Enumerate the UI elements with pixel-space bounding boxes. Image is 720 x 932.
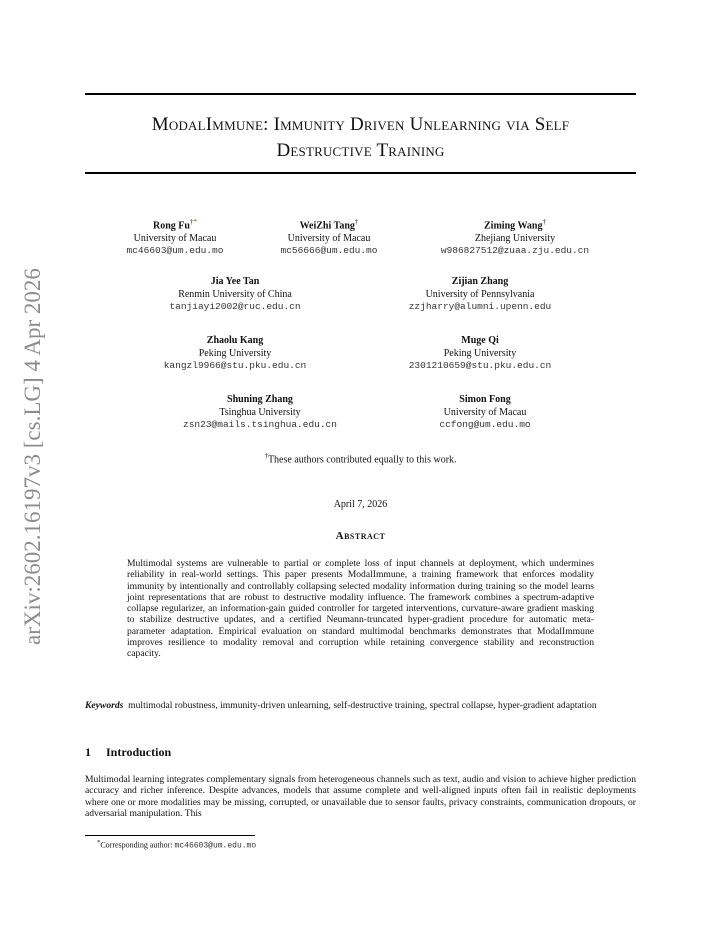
author-name: Jia Yee Tan xyxy=(210,276,260,287)
author-name: WeiZhi Tang† xyxy=(299,218,359,232)
author-name: Zijian Zhang xyxy=(451,276,509,287)
author-name: Rong Fu†* xyxy=(153,218,197,232)
equal-contribution-note: †These authors contributed equally to this work. xyxy=(264,452,457,466)
intro-paragraph: Multimodal learning integrates complementary signals from heterogeneous channels such as text, audio and vision to achieve higher prediction accuracy and richer inference. Despite advances, models that assume complete and well-aligned inputs often fail in realistic deployments where one or more modalities may be missing, corrupted, or unavailable due to sensor faults, privacy constraints, communication dropouts, or adversarial manipulation. This xyxy=(85,774,636,819)
footnote: *Corresponding author: mc46603@um.edu.mo xyxy=(97,839,257,851)
keywords-label: Keywords xyxy=(85,700,124,711)
keywords xyxy=(85,700,636,711)
author-affiliation: University of Pennsylvania xyxy=(425,288,535,300)
author-affiliation: Tsinghua University xyxy=(219,406,301,418)
author-email[interactable]: tanjiayi2002@ruc.edu.cn xyxy=(169,301,301,312)
title-rule-top xyxy=(85,93,636,95)
author-email[interactable]: zsn23@mails.tsinghua.edu.cn xyxy=(183,419,337,430)
paper-title xyxy=(85,112,636,164)
title-line-1: ModalImmune: Immunity Driven Unlearning via Self xyxy=(151,114,570,135)
author-affiliation: Peking University xyxy=(198,347,272,359)
abstract-text: Multimodal systems are vulnerable to partial or complete loss of input channels at deployment, which undermines reliability in real-world settings. This paper presents ModalImmune, a training framework that enforces modality immunity by intentionally and controllably collapsing selected modality information during training so the model learns joint representations that are robust to destructive modality influence. The framework combines a spectrum-adaptive collapse regularizer, an information-gain guided controller for targeted interventions, curvature-aware gradient masking to stabilize destructive updates, and a certified Neumann-truncated hyper-gradient procedure for automatic meta-parameter adaptation. Empirical evaluation on standard multimodal benchmarks demonstrates that ModalImmune improves resilience to modality removal and corruption while retaining convergence stability and reconstruction capacity. xyxy=(127,558,594,660)
author-block xyxy=(264,216,394,258)
author-email[interactable]: kangzl9966@stu.pku.edu.cn xyxy=(163,360,307,371)
author-block xyxy=(400,394,570,432)
abstract-heading: Abstract xyxy=(335,530,386,542)
author-name: Shuning Zhang xyxy=(227,394,293,405)
author-block xyxy=(160,394,360,432)
author-affiliation: University of Macau xyxy=(443,406,527,418)
footnote-email[interactable]: mc46603@um.edu.mo xyxy=(174,841,257,851)
author-email[interactable]: ccfong@um.edu.mo xyxy=(439,419,531,430)
author-block xyxy=(110,216,240,258)
author-affiliation: University of Macau xyxy=(287,232,371,244)
author-block xyxy=(380,276,580,314)
author-block xyxy=(380,335,580,373)
author-name: Simon Fong xyxy=(459,394,511,405)
paper-date: April 7, 2026 xyxy=(333,499,388,510)
keywords-text: multimodal robustness, immunity-driven unlearning, self-destructive training, spectral collapse, hyper-gradient adaptation xyxy=(128,700,597,711)
author-affiliation: University of Macau xyxy=(133,232,217,244)
author-affiliation: Peking University xyxy=(443,347,517,359)
author-email[interactable]: mc56666@um.edu.mo xyxy=(280,245,378,257)
footnote-rule xyxy=(85,835,255,836)
author-block xyxy=(140,276,330,314)
title-line-2: Destructive Training xyxy=(276,140,445,161)
author-name: Ziming Wang† xyxy=(484,218,546,232)
author-affiliation: Renmin University of China xyxy=(178,288,292,300)
arxiv-identifier: arXiv:2602.16197v3 [cs.LG] 4 Apr 2026 xyxy=(20,268,45,645)
author-name: Zhaolu Kang xyxy=(206,335,264,346)
section-title: Introduction xyxy=(106,745,172,759)
author-email[interactable]: 2301210659@stu.pku.edu.cn xyxy=(408,360,552,371)
author-email[interactable]: zzjharry@alumni.upenn.edu xyxy=(408,301,552,312)
section-number: 1 xyxy=(85,745,91,759)
author-email[interactable]: w986827512@zuaa.zju.edu.cn xyxy=(440,245,590,257)
section-heading xyxy=(85,745,171,760)
author-block xyxy=(420,216,610,258)
author-email[interactable]: mc46603@um.edu.mo xyxy=(126,245,224,257)
author-name: Muge Qi xyxy=(461,335,499,346)
title-rule-bottom xyxy=(85,172,636,174)
author-block xyxy=(140,335,330,373)
arxiv-sidebar xyxy=(20,260,60,645)
author-affiliation: Zhejiang University xyxy=(474,232,556,244)
